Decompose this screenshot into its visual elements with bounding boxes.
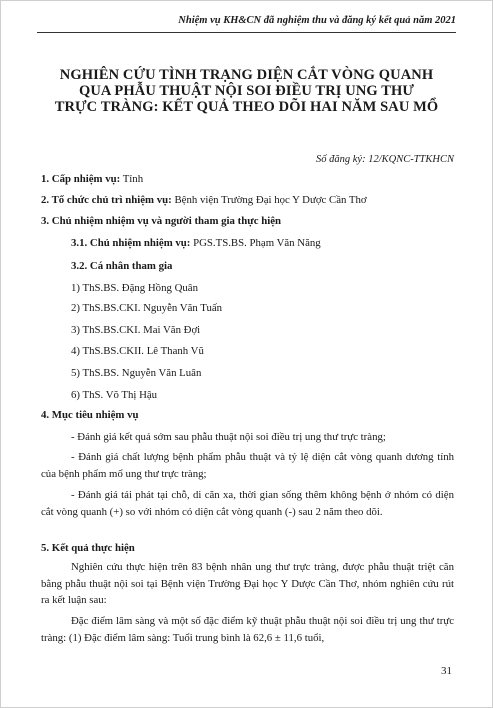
section-4-heading: 4. Mục tiêu nhiệm vụ (41, 409, 139, 421)
objective-3: - Đánh giá tái phát tại chỗ, di căn xa, thời gian sống thêm không bệnh ở nhóm có diện cắt vòng quanh (+) so với nhóm có diện cắt vòng quanh (-) sau 2 năm theo dõi. (41, 489, 454, 518)
registration-number: Số đăng ký: 12/KQNC-TTKHCN (316, 154, 454, 165)
participant-4: 4) ThS.BS.CKII. Lê Thanh Vũ (71, 345, 204, 357)
section-3-1-label: 3.1. Chủ nhiệm nhiệm vụ: (71, 237, 191, 249)
title-line-2: QUA PHẪU THUẬT NỘI SOI ĐIỀU TRỊ UNG THƯ (78, 83, 415, 99)
section-2-label: 2. Tổ chức chủ trì nhiệm vụ: (41, 194, 172, 206)
participant-2: 2) ThS.BS.CKI. Nguyễn Văn Tuấn (71, 302, 223, 314)
page-number: 31 (441, 665, 452, 677)
result-paragraph-2: Đặc điểm lâm sàng và một số đặc điểm kỹ thuật phẫu thuật nội soi điều trị ung thư trực tràng: (1) Đặc điểm lâm sàng: Tuổi trung bình là 62,6 ± 11,6 tuổi, (41, 615, 454, 644)
section-3-2-heading: 3.2. Cá nhân tham gia (71, 260, 173, 272)
section-5-heading: 5. Kết quả thực hiện (41, 542, 135, 554)
running-header: Nhiệm vụ KH&CN đã nghiệm thu và đăng ký kết quả năm 2021 (178, 15, 456, 26)
participant-5: 5) ThS.BS. Nguyễn Văn Luân (71, 367, 202, 379)
objective-1: - Đánh giá kết quả sớm sau phẫu thuật nội soi điều trị ung thư trực tràng; (71, 431, 386, 443)
participant-6: 6) ThS. Võ Thị Hậu (71, 389, 158, 401)
participant-1: 1) ThS.BS. Đặng Hồng Quân (71, 282, 198, 294)
section-3-1 (71, 237, 321, 250)
section-2 (41, 194, 367, 207)
objective-2: - Đánh giá chất lượng bệnh phẩm phẫu thuật và tỷ lệ diện cắt vòng quanh dương tính của bệnh phẩm mổ ung thư trực tràng; (41, 451, 454, 480)
section-1-label: 1. Cấp nhiệm vụ: (41, 173, 121, 185)
title-line-3: TRỰC TRÀNG: KẾT QUẢ THEO DÕI HAI NĂM SAU MỔ (54, 99, 439, 115)
result-paragraph-1: Nghiên cứu thực hiện trên 83 bệnh nhân ung thư trực tràng, được phẫu thuật triệt căn bằng phẫu thuật nội soi tại Bệnh viện Trường Đại học Y Dược Cần Thơ, nhóm nghiên cứu rút ra kết luận sau: (41, 561, 454, 606)
section-3-1-value: PGS.TS.BS. Phạm Văn Năng (190, 237, 321, 249)
document-title (31, 67, 462, 115)
section-3-heading: 3. Chủ nhiệm nhiệm vụ và người tham gia thực hiện (41, 215, 282, 227)
section-1-value: Tỉnh (120, 173, 144, 185)
title-line-1: NGHIÊN CỨU TÌNH TRẠNG DIỆN CẮT VÒNG QUANH (59, 67, 434, 83)
header-rule (37, 32, 456, 33)
section-2-value: Bệnh viện Trường Đại học Y Dược Cần Thơ (171, 194, 367, 206)
participant-3: 3) ThS.BS.CKI. Mai Văn Đợi (71, 324, 201, 336)
section-1 (41, 173, 143, 186)
